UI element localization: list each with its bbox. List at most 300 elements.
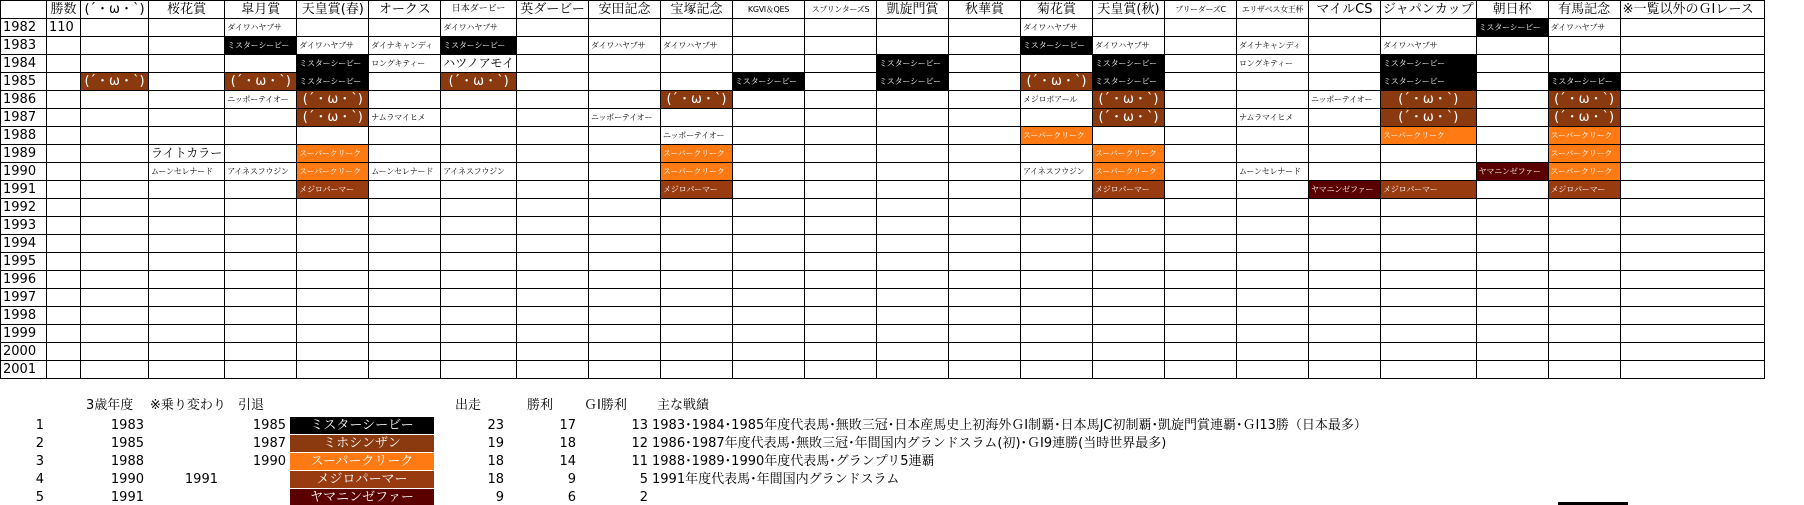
result-cell[interactable] [516,55,588,73]
result-cell[interactable]: スーパークリーク [1020,127,1092,145]
result-cell[interactable] [948,145,1020,163]
result-cell[interactable] [1380,307,1476,325]
result-cell[interactable] [516,235,588,253]
result-cell[interactable] [1548,217,1620,235]
result-cell[interactable] [1476,271,1548,289]
result-cell[interactable]: ミスターシービー [1548,73,1620,91]
result-cell[interactable] [1476,307,1548,325]
result-cell[interactable] [516,361,588,379]
result-cell[interactable] [732,343,804,361]
result-cell[interactable] [1164,91,1236,109]
result-cell[interactable] [804,217,876,235]
result-cell[interactable] [1620,109,1764,127]
result-cell[interactable] [1620,55,1764,73]
result-cell[interactable] [369,289,441,307]
result-cell[interactable] [149,343,225,361]
result-cell[interactable] [1620,73,1764,91]
wins-cell[interactable] [47,109,81,127]
result-cell[interactable] [804,145,876,163]
result-cell[interactable] [1020,253,1092,271]
result-cell[interactable] [876,37,948,55]
result-cell[interactable] [1548,307,1620,325]
result-cell[interactable]: メジロパーマー [1548,181,1620,199]
result-cell[interactable] [1548,289,1620,307]
result-cell[interactable] [1236,181,1308,199]
result-cell[interactable] [369,217,441,235]
result-cell[interactable] [369,127,441,145]
result-cell[interactable]: ムーンセレナード [149,163,225,181]
result-cell[interactable] [1236,145,1308,163]
result-cell[interactable] [1092,199,1164,217]
result-cell[interactable] [876,91,948,109]
result-cell[interactable] [1308,163,1380,181]
result-cell[interactable] [1620,235,1764,253]
result-cell[interactable] [81,343,149,361]
result-cell[interactable] [516,307,588,325]
result-cell[interactable] [1308,145,1380,163]
result-cell[interactable] [948,235,1020,253]
wins-cell[interactable] [47,73,81,91]
result-cell[interactable] [948,181,1020,199]
result-cell[interactable] [1164,181,1236,199]
result-cell[interactable] [225,217,297,235]
result-cell[interactable] [369,271,441,289]
result-cell[interactable] [588,325,660,343]
result-cell[interactable]: ダイワハヤブサ [1380,37,1476,55]
result-cell[interactable] [297,289,369,307]
result-cell[interactable] [660,307,732,325]
result-cell[interactable] [804,199,876,217]
wins-cell[interactable] [47,55,81,73]
result-cell[interactable] [588,55,660,73]
result-cell[interactable] [732,127,804,145]
result-cell[interactable]: (´・ω・`) [1020,73,1092,91]
result-cell[interactable]: ヤマニンゼファー [1308,181,1380,199]
result-cell[interactable] [225,235,297,253]
result-cell[interactable]: スーパークリーク [1380,127,1476,145]
result-cell[interactable]: スーパークリーク [1092,145,1164,163]
result-cell[interactable] [1476,361,1548,379]
result-cell[interactable] [1020,181,1092,199]
result-cell[interactable] [876,199,948,217]
result-cell[interactable]: ミスターシービー [1380,55,1476,73]
result-cell[interactable] [1308,109,1380,127]
result-cell[interactable] [948,163,1020,181]
result-cell[interactable] [1548,361,1620,379]
result-cell[interactable] [1380,199,1476,217]
wins-cell[interactable] [47,361,81,379]
result-cell[interactable] [149,91,225,109]
result-cell[interactable]: スーパークリーク [1092,163,1164,181]
result-cell[interactable] [81,91,149,109]
result-cell[interactable] [441,343,517,361]
result-cell[interactable] [1620,217,1764,235]
result-cell[interactable] [948,217,1020,235]
result-cell[interactable]: ニッポーテイオー [1308,91,1380,109]
result-cell[interactable] [1236,307,1308,325]
result-cell[interactable] [804,343,876,361]
result-cell[interactable] [876,307,948,325]
result-cell[interactable] [225,145,297,163]
result-cell[interactable] [732,37,804,55]
result-cell[interactable]: (´・ω・`) [225,73,297,91]
result-cell[interactable] [81,361,149,379]
result-cell[interactable] [149,289,225,307]
result-cell[interactable] [1476,181,1548,199]
result-cell[interactable] [948,199,1020,217]
result-cell[interactable] [225,109,297,127]
result-cell[interactable] [369,73,441,91]
result-cell[interactable]: ダイワハヤブサ [1092,37,1164,55]
result-cell[interactable] [804,55,876,73]
result-cell[interactable] [1548,235,1620,253]
wins-cell[interactable] [47,325,81,343]
result-cell[interactable] [948,55,1020,73]
result-cell[interactable]: メジロパーマー [1380,181,1476,199]
result-cell[interactable]: ニッポーテイオー [660,127,732,145]
result-cell[interactable] [441,271,517,289]
result-cell[interactable] [369,235,441,253]
wins-cell[interactable] [47,307,81,325]
result-cell[interactable]: ミスターシービー [297,55,369,73]
result-cell[interactable] [441,145,517,163]
result-cell[interactable] [1476,253,1548,271]
wins-cell[interactable] [47,91,81,109]
result-cell[interactable] [1380,361,1476,379]
result-cell[interactable] [804,307,876,325]
result-cell[interactable] [1308,217,1380,235]
result-cell[interactable]: (´・ω・`) [1380,109,1476,127]
result-cell[interactable] [1092,289,1164,307]
result-cell[interactable] [588,163,660,181]
result-cell[interactable]: スーパークリーク [1548,127,1620,145]
result-cell[interactable] [81,55,149,73]
result-cell[interactable] [732,271,804,289]
result-cell[interactable] [1308,271,1380,289]
wins-cell[interactable] [47,127,81,145]
result-cell[interactable] [876,361,948,379]
result-cell[interactable]: ナムラマイヒメ [369,109,441,127]
result-cell[interactable] [1164,163,1236,181]
result-cell[interactable] [149,37,225,55]
result-cell[interactable] [1620,343,1764,361]
result-cell[interactable] [588,307,660,325]
result-cell[interactable] [1620,325,1764,343]
result-cell[interactable] [732,163,804,181]
result-cell[interactable] [149,19,225,37]
result-cell[interactable] [149,325,225,343]
result-cell[interactable] [1020,55,1092,73]
result-cell[interactable] [516,19,588,37]
result-cell[interactable] [1092,217,1164,235]
result-cell[interactable] [588,343,660,361]
result-cell[interactable] [225,307,297,325]
result-cell[interactable] [732,253,804,271]
result-cell[interactable] [1476,289,1548,307]
result-cell[interactable] [81,145,149,163]
result-cell[interactable] [81,307,149,325]
result-cell[interactable] [1380,343,1476,361]
result-cell[interactable] [804,73,876,91]
result-cell[interactable] [1164,325,1236,343]
result-cell[interactable] [1020,361,1092,379]
result-cell[interactable] [660,109,732,127]
result-cell[interactable] [516,289,588,307]
result-cell[interactable] [588,289,660,307]
result-cell[interactable] [1380,271,1476,289]
result-cell[interactable] [1236,271,1308,289]
result-cell[interactable] [876,289,948,307]
result-cell[interactable]: ムーンセレナード [1236,163,1308,181]
result-cell[interactable] [1620,19,1764,37]
result-cell[interactable] [81,19,149,37]
result-cell[interactable] [804,127,876,145]
result-cell[interactable] [81,271,149,289]
result-cell[interactable] [660,253,732,271]
result-cell[interactable] [297,199,369,217]
result-cell[interactable] [732,19,804,37]
result-cell[interactable]: スーパークリーク [297,145,369,163]
result-cell[interactable] [1548,37,1620,55]
result-cell[interactable] [588,19,660,37]
result-cell[interactable] [297,253,369,271]
result-cell[interactable]: スーパークリーク [1548,145,1620,163]
result-cell[interactable] [516,181,588,199]
result-cell[interactable] [588,271,660,289]
result-cell[interactable] [1476,55,1548,73]
result-cell[interactable] [297,325,369,343]
result-cell[interactable] [804,91,876,109]
result-cell[interactable] [1164,361,1236,379]
result-cell[interactable] [1020,199,1092,217]
result-cell[interactable] [81,325,149,343]
result-cell[interactable] [1164,271,1236,289]
wins-cell[interactable] [47,271,81,289]
result-cell[interactable] [1308,127,1380,145]
result-cell[interactable] [149,127,225,145]
result-cell[interactable] [225,55,297,73]
result-cell[interactable] [948,37,1020,55]
result-cell[interactable] [1548,253,1620,271]
result-cell[interactable] [516,37,588,55]
result-cell[interactable] [516,325,588,343]
result-cell[interactable] [948,325,1020,343]
result-cell[interactable] [1620,91,1764,109]
result-cell[interactable] [225,127,297,145]
result-cell[interactable] [81,217,149,235]
result-cell[interactable] [225,361,297,379]
result-cell[interactable] [1020,271,1092,289]
result-cell[interactable] [732,217,804,235]
result-cell[interactable] [149,217,225,235]
result-cell[interactable] [369,199,441,217]
result-cell[interactable] [1476,73,1548,91]
result-cell[interactable]: (´・ω・`) [1380,91,1476,109]
result-cell[interactable] [149,181,225,199]
result-cell[interactable] [1620,253,1764,271]
result-cell[interactable]: ナムラマイヒメ [1236,109,1308,127]
wins-cell[interactable] [47,217,81,235]
result-cell[interactable] [1236,19,1308,37]
result-cell[interactable]: ロングキティー [369,55,441,73]
result-cell[interactable] [1092,343,1164,361]
result-cell[interactable] [1020,289,1092,307]
result-cell[interactable] [441,289,517,307]
result-cell[interactable] [1020,217,1092,235]
result-cell[interactable] [297,19,369,37]
result-cell[interactable] [660,55,732,73]
result-cell[interactable] [441,307,517,325]
result-cell[interactable] [948,91,1020,109]
result-cell[interactable] [1236,325,1308,343]
result-cell[interactable] [876,253,948,271]
result-cell[interactable] [1548,199,1620,217]
result-cell[interactable] [149,199,225,217]
result-cell[interactable] [948,109,1020,127]
result-cell[interactable] [1164,235,1236,253]
result-cell[interactable] [732,325,804,343]
result-cell[interactable] [1476,325,1548,343]
result-cell[interactable] [369,181,441,199]
result-cell[interactable]: ミスターシービー [297,73,369,91]
result-cell[interactable]: ヤマニンゼファー [1476,163,1548,181]
result-cell[interactable] [516,271,588,289]
result-cell[interactable] [1548,343,1620,361]
result-cell[interactable] [804,271,876,289]
result-cell[interactable] [149,253,225,271]
result-cell[interactable] [1236,235,1308,253]
result-cell[interactable] [149,361,225,379]
result-cell[interactable] [660,217,732,235]
result-cell[interactable]: ダイナキャンディ [1236,37,1308,55]
result-cell[interactable] [804,37,876,55]
result-cell[interactable] [149,55,225,73]
result-cell[interactable] [297,361,369,379]
result-cell[interactable] [948,127,1020,145]
result-cell[interactable] [441,361,517,379]
result-cell[interactable] [876,181,948,199]
result-cell[interactable] [1092,253,1164,271]
result-cell[interactable] [1380,325,1476,343]
result-cell[interactable] [81,235,149,253]
result-cell[interactable] [732,91,804,109]
result-cell[interactable] [1308,19,1380,37]
result-cell[interactable] [1236,253,1308,271]
result-cell[interactable]: アイネスフウジン [1020,163,1092,181]
result-cell[interactable] [804,109,876,127]
result-cell[interactable] [588,199,660,217]
result-cell[interactable]: ダイワハヤブサ [297,37,369,55]
result-cell[interactable]: ムーンセレナード [369,163,441,181]
result-cell[interactable]: ダイワハヤブサ [1548,19,1620,37]
result-cell[interactable] [1164,289,1236,307]
result-cell[interactable] [81,127,149,145]
result-cell[interactable] [1380,289,1476,307]
result-cell[interactable] [225,271,297,289]
result-cell[interactable] [804,163,876,181]
result-cell[interactable]: アイネスフウジン [441,163,517,181]
wins-cell[interactable] [47,37,81,55]
result-cell[interactable] [1164,253,1236,271]
result-cell[interactable] [1236,91,1308,109]
result-cell[interactable] [1164,19,1236,37]
result-cell[interactable] [516,73,588,91]
result-cell[interactable] [1020,145,1092,163]
result-cell[interactable] [369,19,441,37]
result-cell[interactable]: メジロパーマー [297,181,369,199]
result-cell[interactable] [149,235,225,253]
result-cell[interactable]: (´・ω・`) [660,91,732,109]
result-cell[interactable] [1020,109,1092,127]
result-cell[interactable]: (´・ω・`) [1092,109,1164,127]
result-cell[interactable] [1380,217,1476,235]
result-cell[interactable] [1164,109,1236,127]
wins-cell[interactable] [47,235,81,253]
result-cell[interactable]: ミスターシービー [225,37,297,55]
result-cell[interactable] [588,235,660,253]
result-cell[interactable] [1620,199,1764,217]
result-cell[interactable] [369,253,441,271]
result-cell[interactable] [948,307,1020,325]
result-cell[interactable] [297,343,369,361]
result-cell[interactable] [225,289,297,307]
result-cell[interactable] [1308,199,1380,217]
result-cell[interactable] [1236,73,1308,91]
wins-cell[interactable] [47,181,81,199]
result-cell[interactable] [588,127,660,145]
result-cell[interactable] [660,361,732,379]
result-cell[interactable] [149,73,225,91]
result-cell[interactable]: (´・ω・`) [297,109,369,127]
result-cell[interactable]: ミスターシービー [876,55,948,73]
result-cell[interactable] [1308,325,1380,343]
wins-cell[interactable] [47,343,81,361]
result-cell[interactable] [660,19,732,37]
result-cell[interactable] [441,181,517,199]
result-cell[interactable] [81,199,149,217]
result-cell[interactable] [1620,145,1764,163]
result-cell[interactable] [81,109,149,127]
result-cell[interactable] [588,91,660,109]
result-cell[interactable] [588,145,660,163]
result-cell[interactable]: ミスターシービー [1380,73,1476,91]
result-cell[interactable] [1020,235,1092,253]
result-cell[interactable] [732,199,804,217]
result-cell[interactable] [804,361,876,379]
result-cell[interactable]: ハツノアモイ [441,55,517,73]
result-cell[interactable] [876,127,948,145]
result-cell[interactable] [1164,307,1236,325]
result-cell[interactable] [441,91,517,109]
result-cell[interactable] [732,307,804,325]
result-cell[interactable] [81,163,149,181]
result-cell[interactable] [81,181,149,199]
wins-cell[interactable] [47,199,81,217]
result-cell[interactable] [732,235,804,253]
result-cell[interactable] [1476,343,1548,361]
result-cell[interactable]: ダイワハヤブサ [588,37,660,55]
result-cell[interactable] [660,235,732,253]
result-cell[interactable] [1476,217,1548,235]
result-cell[interactable] [81,253,149,271]
result-cell[interactable] [660,325,732,343]
result-cell[interactable] [1020,325,1092,343]
result-cell[interactable]: ミスターシービー [1092,73,1164,91]
result-cell[interactable] [1620,181,1764,199]
result-cell[interactable] [516,145,588,163]
result-cell[interactable] [441,217,517,235]
result-cell[interactable] [1164,199,1236,217]
